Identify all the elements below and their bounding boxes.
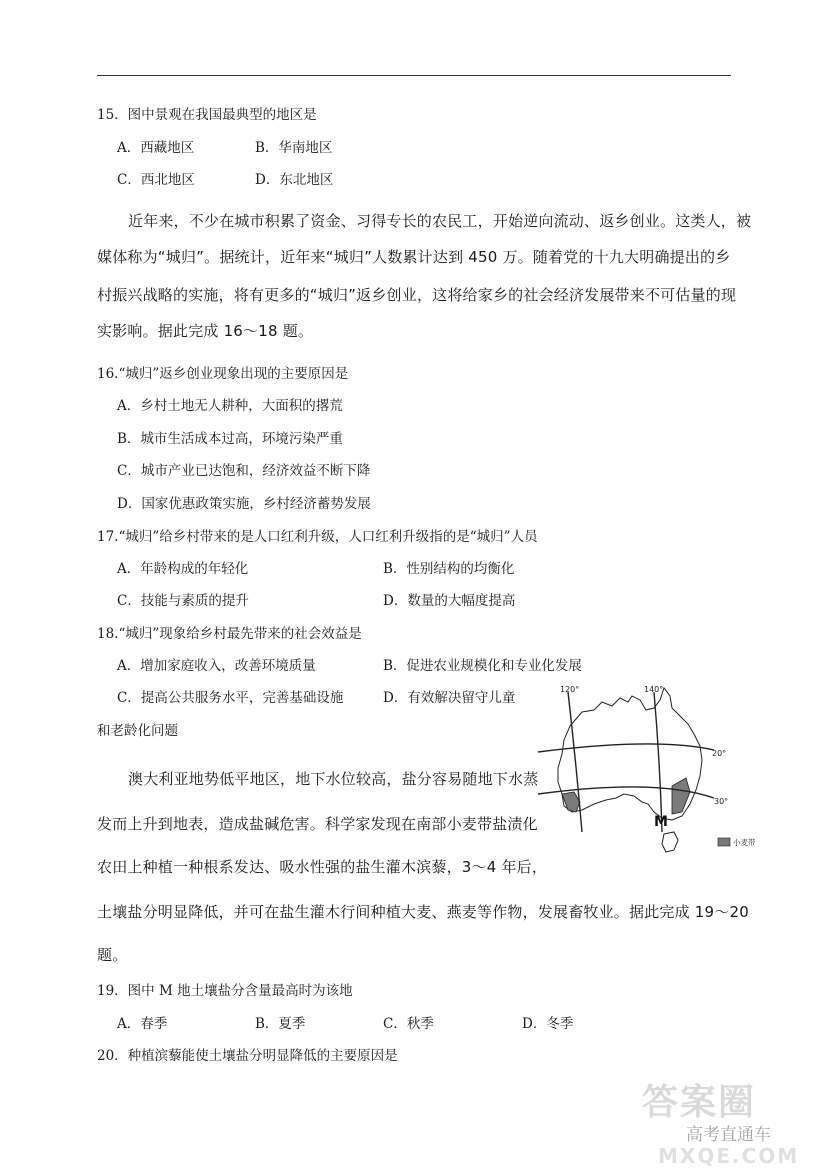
passage1-line2: 媒体称为“城归”。据统计，近年来“城归”人数累计达到 450 万。随着党的十九大明确提出的乡 [97,248,731,266]
q15-stem: 15．图中景观在我国最典型的地区是 [97,107,317,123]
q17-stem: 17.“城归”给乡村带来的是人口红利升级，人口红利升级指的是“城归”人员 [97,529,538,545]
lon-120-label: 120° [560,685,580,694]
passage2-line2: 发而上升到地表，造成盐碱危害。科学家发现在南部小麦带盐渍化 [97,815,538,833]
passage1-line4: 实影响。据此完成 16～18 题。 [97,322,314,340]
q17-option-b: B．性别结构的均衡化 [383,561,515,577]
q17-option-d: D．数量的大幅度提高 [383,593,516,609]
lon-140-label: 140° [644,685,664,694]
latitude-20-line [538,744,714,752]
passage1-line3: 村振兴战略的实施，将有更多的“城归”返乡创业，这将给家乡的社会经济发展带来不可估量的现 [97,286,737,304]
q16-option-d: D．国家优惠政策实施，乡村经济蓄势发展 [117,496,371,512]
q16-stem: 16.“城归”返乡创业现象出现的主要原因是 [97,366,349,382]
q20-stem: 20．种植滨藜能使土壤盐分明显降低的主要原因是 [97,1048,398,1064]
q18-option-b: B．促进农业规模化和专业化发展 [383,658,582,674]
q15-option-a: A．西藏地区 [117,140,195,156]
passage2-line4: 土壤盐分明显降低，并可在盐生灌木行间种植大麦、燕麦等作物，发展畜牧业。据此完成 19～20 [97,903,749,921]
q19-stem: 19．图中 M 地土壤盐分含量最高时为该地 [97,983,353,999]
tasmania-outline [662,832,678,852]
q18-option-d-continued: 和老龄化问题 [97,723,178,739]
longitude-140-line [654,692,662,832]
q16-option-b: B．城市生活成本过高，环境污染严重 [117,431,343,447]
watermark-line1: 答案圈 [642,1082,757,1123]
watermark-line3: MXQE.COM [658,1144,800,1168]
q15-option-d: D．东北地区 [255,172,334,188]
passage2-line1: 澳大利亚地势低平地区，地下水位较高，盐分容易随地下水蒸 [128,770,539,788]
q17-option-c: C．技能与素质的提升 [117,593,249,609]
passage2-line5: 题。 [97,946,128,964]
legend-label: 小麦带 [733,838,756,847]
q15-option-b: B．华南地区 [255,140,333,156]
q18-option-c: C．提高公共服务水平，完善基础设施 [117,690,344,706]
q16-option-c: C．城市产业已达饱和，经济效益不断下降 [117,463,371,479]
lat-30-label: 30° [714,797,729,806]
lat-20-label: 20° [712,749,727,758]
q18-option-d: D．有效解决留守儿童 [383,690,516,706]
watermark-logo [636,1070,827,1169]
q17-option-a: A．年龄构成的年轻化 [117,561,249,577]
legend-swatch [718,838,730,846]
q19-option-b: B．夏季 [255,1016,306,1032]
q18-option-a: A．增加家庭收入，改善环境质量 [117,658,316,674]
q19-option-d: D．冬季 [522,1016,574,1032]
q19-option-a: A．春季 [117,1016,168,1032]
australia-wheat-belt-map [536,682,776,862]
passage1-line1: 近年来，不少在城市积累了资金、习得专长的农民工，开始逆向流动、返乡创业。这类人，被 [128,212,752,230]
wheat-belt-west [562,792,580,812]
q16-option-a: A．乡村土地无人耕种，大面积的撂荒 [117,398,343,414]
header-rule [97,75,731,76]
watermark-line2: 高考直通车 [686,1125,771,1145]
q18-stem: 18.“城归”现象给乡村最先带来的社会效益是 [97,626,362,642]
q19-option-c: C．秋季 [383,1016,434,1032]
q15-option-c: C．西北地区 [117,172,195,188]
point-m-label: M [654,814,668,830]
passage2-line3: 农田上种植一种根系发达、吸水性强的盐生灌木滨藜，3～4 年后， [97,858,548,876]
